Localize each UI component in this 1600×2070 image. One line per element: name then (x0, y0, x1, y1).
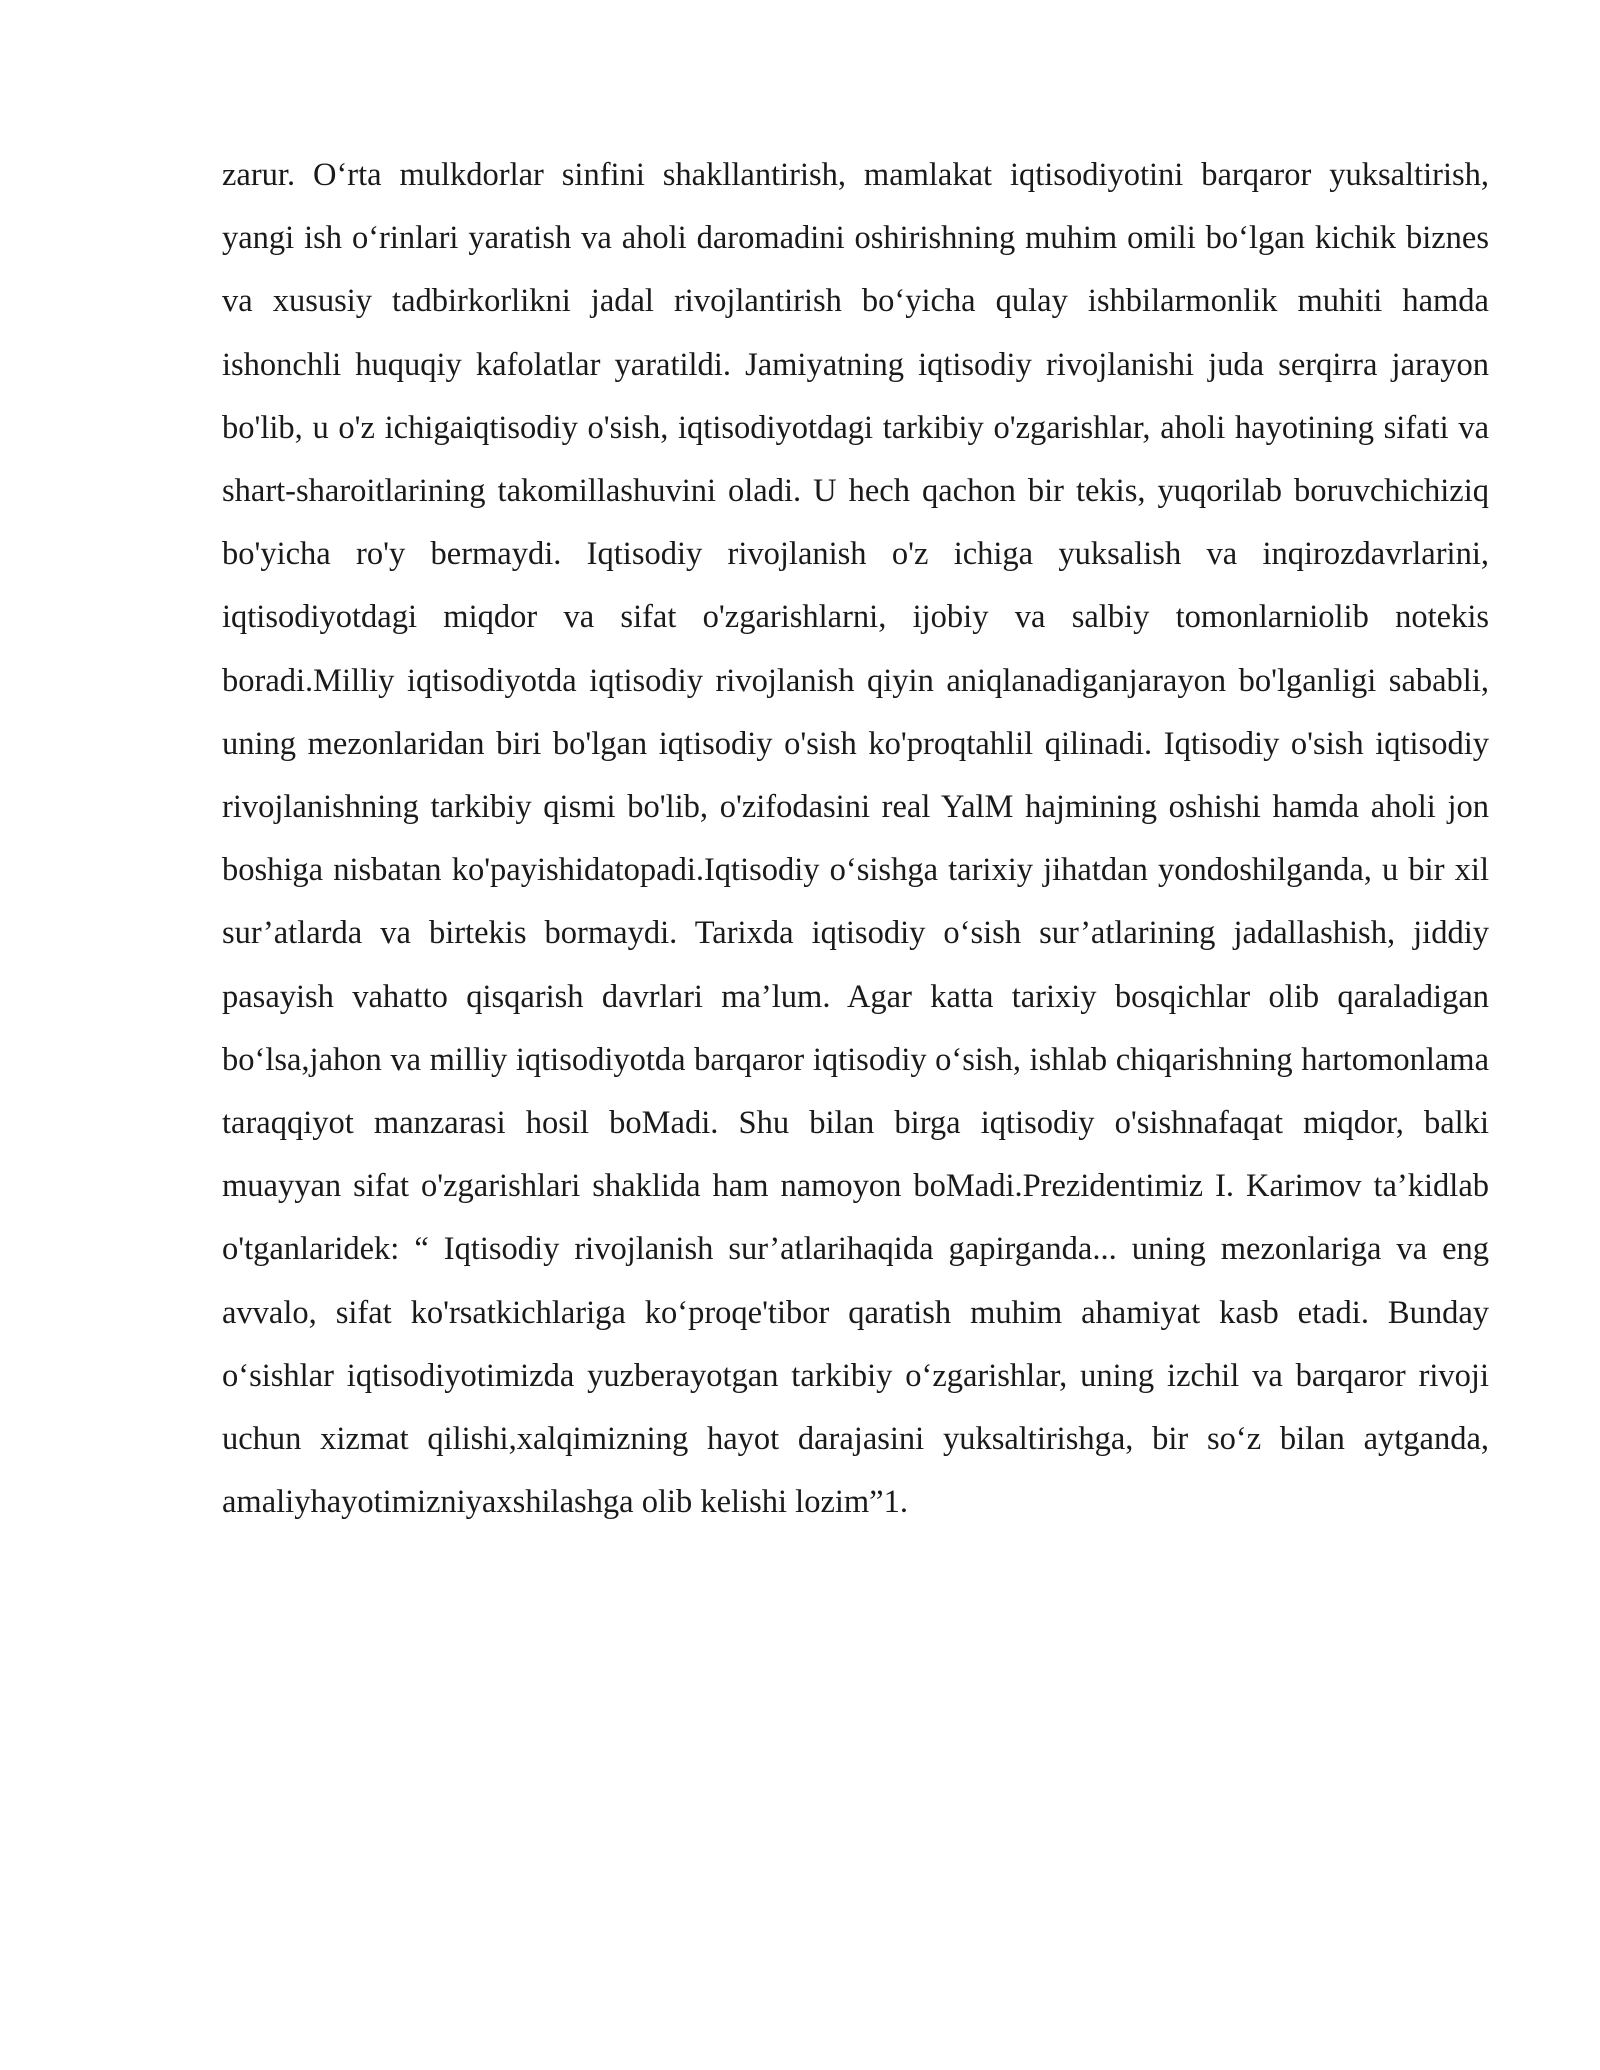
body-paragraph: zarur. O‘rta mulkdorlar sinfini shakllantirish, mamlakat iqtisodiyotini barqaror yuksaltirish, yangi ish o‘rinlari yaratish va aholi daromadini oshirishning muhim omili bo‘lgan kichik biznes va xususiy tadbirkorlikni jadal rivojlantirish bo‘yicha qulay ishbilarmonlik muhiti hamda ishonchli huquqiy kafolatlar yaratildi. Jamiyatning iqtisodiy rivojlanishi juda serqirra jarayon bo'lib, u o'z ichigaiqtisodiy o'sish, iqtisodiyotdagi tarkibiy o'zgarishlar, aholi hayotining sifati va shart-sharoitlarining takomillashuvini oladi. U hech qachon bir tekis, yuqorilab boruvchichiziq bo'yicha ro'y bermaydi. Iqtisodiy rivojlanish o'z ichiga yuksalish va inqirozdavrlarini, iqtisodiyotdagi miqdor va sifat o'zgarishlarni, ijobiy va salbiy tomonlarniolib notekis boradi.Milliy iqtisodiyotda iqtisodiy rivojlanish qiyin aniqlanadiganjarayon bo'lganligi sababli, uning mezonlaridan biri bo'lgan iqtisodiy o'sish ko'proqtahlil qilinadi. Iqtisodiy o'sish iqtisodiy rivojlanishning tarkibiy qismi bo'lib, o'zifodasini real YalM hajmining oshishi hamda aholi jon boshiga nisbatan ko'payishidatopadi.Iqtisodiy o‘sishga tarixiy jihatdan yondoshilganda, u bir xil sur’atlarda va birtekis bormaydi. Tarixda iqtisodiy o‘sish sur’atlarining jadallashish, jiddiy pasayish vahatto qisqarish davrlari ma’lum. Agar katta tarixiy bosqichlar olib qaraladigan bo‘lsa,jahon va milliy iqtisodiyotda barqaror iqtisodiy o‘sish, ishlab chiqarishning hartomonlama taraqqiyot manzarasi hosil boMadi. Shu bilan birga iqtisodiy o'sishnafaqat miqdor, balki muayyan sifat o'zgarishlari shaklida ham namoyon boMadi.Prezidentimiz I. Karimov ta’kidlab o'tganlaridek: “ Iqtisodiy rivojlanish sur’atlarihaqida gapirganda... uning mezonlariga va eng avvalo, sifat ko'rsatkichlariga ko‘proqe'tibor qaratish muhim ahamiyat kasb etadi. Bunday o‘sishlar iqtisodiyotimizda yuzberayotgan tarkibiy o‘zgarishlar, uning izchil va barqaror rivoji uchun xizmat qilishi,xalqimizning hayot darajasini yuksaltirishga, bir so‘z bilan aytganda, amaliyhayotimizniyaxshilashga olib kelishi lozim”1. (222, 157, 1489, 1521)
body-text-block (222, 144, 1489, 1534)
